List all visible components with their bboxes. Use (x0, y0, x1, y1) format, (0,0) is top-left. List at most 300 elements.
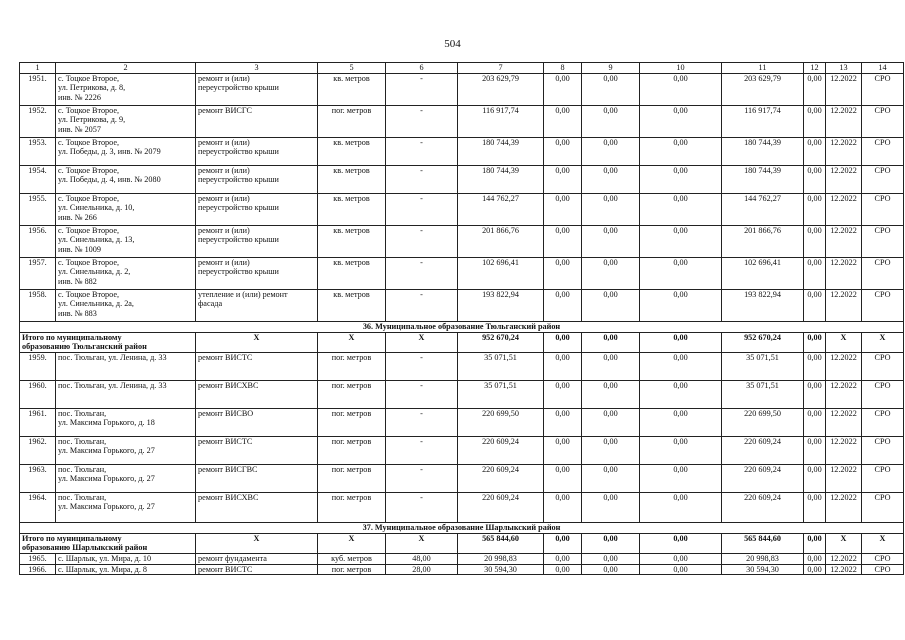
table-row (20, 225, 904, 257)
work-type-cell (196, 257, 318, 289)
total-label-line: образованию Шарлыкский район (22, 543, 148, 553)
budget-cell: 0,00 (582, 105, 640, 137)
address-cell-line: ул. Синельника, д. 2а, (58, 299, 134, 309)
quantity-cell: - (386, 492, 458, 522)
work-type-cell-line: ремонт и (или) (198, 165, 250, 175)
column-header: 6 (386, 63, 458, 74)
method-cell: СРО (862, 352, 904, 380)
address-cell-line: пос. Тюльган, (58, 408, 107, 418)
other-funds-cell: 0,00 (804, 553, 826, 564)
address-cell-line: инв. № 882 (58, 276, 97, 286)
unit-cell: пог. метров (318, 408, 386, 436)
deadline-cell: 12.2022 (826, 165, 862, 193)
total-row (20, 533, 904, 553)
table-row (20, 165, 904, 193)
address-cell (56, 352, 196, 380)
address-cell (56, 408, 196, 436)
quantity-cell: - (386, 464, 458, 492)
address-cell-line: с. Тоцкое Второе, (58, 257, 120, 267)
fund-cell: 0,00 (544, 257, 582, 289)
table-row (20, 553, 904, 564)
work-type-cell-line: фасада (198, 299, 223, 309)
total-c3-cell: Х (196, 533, 318, 553)
address-cell (56, 165, 196, 193)
page-number: 504 (444, 38, 461, 50)
budget-cell: 0,00 (582, 165, 640, 193)
budget-cell: 0,00 (582, 137, 640, 165)
local-budget-cell: 0,00 (640, 193, 722, 225)
total-cost-cell: 220 609,24 (458, 492, 544, 522)
local-budget-cell: 0,00 (640, 289, 722, 321)
address-cell (56, 257, 196, 289)
other-funds-cell: 0,00 (804, 137, 826, 165)
owners-funds-cell: 102 696,41 (722, 257, 804, 289)
owners-funds-cell: 144 762,27 (722, 193, 804, 225)
deadline-cell: 12.2022 (826, 492, 862, 522)
table-row (20, 193, 904, 225)
local-budget-cell: 0,00 (640, 436, 722, 464)
other-funds-cell: 0,00 (804, 408, 826, 436)
budget-cell: 0,00 (582, 257, 640, 289)
unit-cell: пог. метров (318, 380, 386, 408)
address-cell-line: с. Тоцкое Второе, (58, 73, 120, 83)
work-type-cell-line: переустройство крыши (198, 267, 279, 277)
unit-cell: пог. метров (318, 492, 386, 522)
method-cell: СРО (862, 464, 904, 492)
other-funds-cell: 0,00 (804, 436, 826, 464)
owners-funds-cell: 201 866,76 (722, 225, 804, 257)
row-number-cell: 1960. (20, 380, 56, 408)
address-cell (56, 73, 196, 105)
total-c11-cell: 565 844,60 (722, 533, 804, 553)
method-cell: СРО (862, 408, 904, 436)
row-number-cell: 1954. (20, 165, 56, 193)
fund-cell: 0,00 (544, 553, 582, 564)
address-cell-line: с. Тоцкое Второе, (58, 165, 120, 175)
address-cell-line: пос. Тюльган, ул. Ленина, д. 33 (58, 380, 167, 390)
budget-cell: 0,00 (582, 564, 640, 575)
address-cell-line: ул. Синельника, д. 10, (58, 203, 135, 213)
section-title: 37. Муниципальное образование Шарлыкский район (20, 522, 904, 533)
column-header: 11 (722, 63, 804, 74)
row-number-cell: 1955. (20, 193, 56, 225)
budget-cell: 0,00 (582, 225, 640, 257)
total-cost-cell: 102 696,41 (458, 257, 544, 289)
work-type-cell (196, 352, 318, 380)
method-cell: СРО (862, 193, 904, 225)
row-number-cell: 1952. (20, 105, 56, 137)
work-type-cell (196, 165, 318, 193)
deadline-cell: 12.2022 (826, 137, 862, 165)
column-number-header (20, 63, 904, 74)
total-c12-cell: 0,00 (804, 533, 826, 553)
row-number-cell: 1966. (20, 564, 56, 575)
address-cell-line: с. Тоцкое Второе, (58, 105, 120, 115)
method-cell: СРО (862, 105, 904, 137)
work-type-cell-line: переустройство крыши (198, 175, 279, 185)
owners-funds-cell: 193 822,94 (722, 289, 804, 321)
column-header: 12 (804, 63, 826, 74)
local-budget-cell: 0,00 (640, 380, 722, 408)
fund-cell: 0,00 (544, 380, 582, 408)
row-number-cell: 1951. (20, 73, 56, 105)
address-cell-line: ул. Максима Горького, д. 27 (58, 446, 155, 456)
deadline-cell: 12.2022 (826, 352, 862, 380)
work-type-cell-line: утепление и (или) ремонт (198, 289, 288, 299)
fund-cell: 0,00 (544, 408, 582, 436)
owners-funds-cell: 220 609,24 (722, 492, 804, 522)
deadline-cell: 12.2022 (826, 553, 862, 564)
unit-cell: кв. метров (318, 289, 386, 321)
work-type-cell (196, 225, 318, 257)
budget-cell: 0,00 (582, 289, 640, 321)
method-cell: СРО (862, 380, 904, 408)
owners-funds-cell: 30 594,30 (722, 564, 804, 575)
address-cell-line: с. Тоцкое Второе, (58, 193, 120, 203)
work-type-cell (196, 408, 318, 436)
unit-cell: кв. метров (318, 225, 386, 257)
total-c7-cell: 952 670,24 (458, 332, 544, 352)
row-number-cell: 1963. (20, 464, 56, 492)
unit-cell: кв. метров (318, 137, 386, 165)
local-budget-cell: 0,00 (640, 257, 722, 289)
total-label-line: образованию Тюльганский район (22, 342, 147, 352)
quantity-cell: - (386, 137, 458, 165)
deadline-cell: 12.2022 (826, 105, 862, 137)
address-cell-line: ул. Победы, д. 4, инв. № 2080 (58, 175, 161, 185)
quantity-cell: - (386, 73, 458, 105)
owners-funds-cell: 220 609,24 (722, 436, 804, 464)
total-cost-cell: 180 744,39 (458, 165, 544, 193)
table-row (20, 464, 904, 492)
table-row (20, 257, 904, 289)
owners-funds-cell: 203 629,79 (722, 73, 804, 105)
unit-cell: пог. метров (318, 564, 386, 575)
address-cell-line: пос. Тюльган, (58, 464, 107, 474)
unit-cell: кв. метров (318, 257, 386, 289)
local-budget-cell: 0,00 (640, 352, 722, 380)
deadline-cell: 12.2022 (826, 73, 862, 105)
total-c11-cell: 952 670,24 (722, 332, 804, 352)
work-type-cell (196, 380, 318, 408)
budget-cell: 0,00 (582, 73, 640, 105)
total-cost-cell: 220 609,24 (458, 436, 544, 464)
owners-funds-cell: 180 744,39 (722, 165, 804, 193)
fund-cell: 0,00 (544, 225, 582, 257)
local-budget-cell: 0,00 (640, 408, 722, 436)
quantity-cell: 48,00 (386, 553, 458, 564)
work-type-cell-line: ремонт ВИСВО (198, 408, 254, 418)
total-c10-cell: 0,00 (640, 533, 722, 553)
work-type-cell (196, 73, 318, 105)
address-cell-line: ул. Максима Горького, д. 27 (58, 474, 155, 484)
fund-cell: 0,00 (544, 193, 582, 225)
other-funds-cell: 0,00 (804, 225, 826, 257)
address-cell-line: инв. № 2226 (58, 92, 101, 102)
address-cell (56, 436, 196, 464)
address-cell (56, 105, 196, 137)
other-funds-cell: 0,00 (804, 73, 826, 105)
address-cell-line: с. Тоцкое Второе, (58, 225, 120, 235)
total-label (20, 533, 196, 553)
quantity-cell: - (386, 105, 458, 137)
total-c5-cell: Х (318, 533, 386, 553)
fund-cell: 0,00 (544, 137, 582, 165)
other-funds-cell: 0,00 (804, 105, 826, 137)
work-type-cell-line: ремонт ВИСТС (198, 436, 253, 446)
row-number-cell: 1953. (20, 137, 56, 165)
table-row (20, 492, 904, 522)
total-c7-cell: 565 844,60 (458, 533, 544, 553)
work-type-cell-line: переустройство крыши (198, 203, 279, 213)
column-header: 13 (826, 63, 862, 74)
section-title: 36. Муниципальное образование Тюльганский район (20, 321, 904, 332)
method-cell: СРО (862, 289, 904, 321)
quantity-cell: - (386, 165, 458, 193)
unit-cell: пог. метров (318, 352, 386, 380)
quantity-cell: - (386, 225, 458, 257)
work-type-cell-line: ремонт фундамента (198, 553, 267, 563)
deadline-cell: 12.2022 (826, 257, 862, 289)
total-c5-cell: Х (318, 332, 386, 352)
work-type-cell (196, 553, 318, 564)
unit-cell: кв. метров (318, 73, 386, 105)
total-cost-cell: 201 866,76 (458, 225, 544, 257)
column-header: 3 (196, 63, 318, 74)
local-budget-cell: 0,00 (640, 492, 722, 522)
deadline-cell: 12.2022 (826, 193, 862, 225)
fund-cell: 0,00 (544, 492, 582, 522)
address-cell-line: пос. Тюльган, ул. Ленина, д. 33 (58, 352, 167, 362)
deadline-cell: 12.2022 (826, 464, 862, 492)
work-type-cell-line: ремонт ВИСГС (198, 105, 252, 115)
fund-cell: 0,00 (544, 352, 582, 380)
budget-cell: 0,00 (582, 408, 640, 436)
work-type-cell-line: ремонт и (или) (198, 193, 250, 203)
owners-funds-cell: 220 609,24 (722, 464, 804, 492)
total-cost-cell: 35 071,51 (458, 380, 544, 408)
local-budget-cell: 0,00 (640, 464, 722, 492)
column-header: 14 (862, 63, 904, 74)
fund-cell: 0,00 (544, 105, 582, 137)
unit-cell: кв. метров (318, 165, 386, 193)
address-cell-line: инв. № 883 (58, 308, 97, 318)
total-cost-cell: 35 071,51 (458, 352, 544, 380)
local-budget-cell: 0,00 (640, 553, 722, 564)
table-row (20, 436, 904, 464)
total-c10-cell: 0,00 (640, 332, 722, 352)
column-header: 2 (56, 63, 196, 74)
address-cell (56, 380, 196, 408)
method-cell: СРО (862, 73, 904, 105)
budget-cell: 0,00 (582, 553, 640, 564)
work-type-cell-line: переустройство крыши (198, 83, 279, 93)
unit-cell: кв. метров (318, 193, 386, 225)
table-row (20, 73, 904, 105)
total-cost-cell: 144 762,27 (458, 193, 544, 225)
row-number-cell: 1965. (20, 553, 56, 564)
total-cost-cell: 116 917,74 (458, 105, 544, 137)
row-number-cell: 1957. (20, 257, 56, 289)
other-funds-cell: 0,00 (804, 289, 826, 321)
total-c13-cell: Х (826, 533, 862, 553)
total-c6-cell: Х (386, 533, 458, 553)
address-cell-line: с. Шарлык, ул. Мира, д. 8 (58, 564, 148, 574)
quantity-cell: - (386, 193, 458, 225)
work-type-cell (196, 464, 318, 492)
total-c13-cell: Х (826, 332, 862, 352)
table-row (20, 380, 904, 408)
quantity-cell: - (386, 257, 458, 289)
local-budget-cell: 0,00 (640, 165, 722, 193)
table-row (20, 289, 904, 321)
work-type-cell (196, 564, 318, 575)
budget-cell: 0,00 (582, 464, 640, 492)
address-cell (56, 553, 196, 564)
budget-cell: 0,00 (582, 492, 640, 522)
method-cell: СРО (862, 257, 904, 289)
table-row (20, 564, 904, 575)
other-funds-cell: 0,00 (804, 380, 826, 408)
column-header: 7 (458, 63, 544, 74)
address-cell-line: с. Шарлык, ул. Мира, д. 10 (58, 553, 152, 563)
other-funds-cell: 0,00 (804, 257, 826, 289)
address-cell (56, 193, 196, 225)
work-type-cell-line: ремонт ВИСТС (198, 352, 253, 362)
address-cell (56, 137, 196, 165)
section-row (20, 321, 904, 332)
total-c3-cell: Х (196, 332, 318, 352)
quantity-cell: - (386, 436, 458, 464)
total-cost-cell: 220 699,50 (458, 408, 544, 436)
quantity-cell: - (386, 352, 458, 380)
owners-funds-cell: 180 744,39 (722, 137, 804, 165)
row-number-cell: 1958. (20, 289, 56, 321)
fund-cell: 0,00 (544, 73, 582, 105)
column-header: 5 (318, 63, 386, 74)
address-cell-line: ул. Максима Горького, д. 27 (58, 502, 155, 512)
address-cell (56, 225, 196, 257)
address-cell (56, 464, 196, 492)
work-type-cell-line: ремонт ВИСХВС (198, 492, 259, 502)
work-type-cell (196, 289, 318, 321)
total-c8-cell: 0,00 (544, 533, 582, 553)
register-table (19, 62, 904, 575)
fund-cell: 0,00 (544, 289, 582, 321)
total-row (20, 332, 904, 352)
address-cell-line: пос. Тюльган, (58, 492, 107, 502)
address-cell-line: инв. № 2057 (58, 124, 101, 134)
local-budget-cell: 0,00 (640, 105, 722, 137)
budget-cell: 0,00 (582, 380, 640, 408)
total-cost-cell: 220 609,24 (458, 464, 544, 492)
address-cell-line: пос. Тюльган, (58, 436, 107, 446)
table-row (20, 408, 904, 436)
other-funds-cell: 0,00 (804, 165, 826, 193)
other-funds-cell: 0,00 (804, 352, 826, 380)
budget-cell: 0,00 (582, 193, 640, 225)
row-number-cell: 1964. (20, 492, 56, 522)
work-type-cell-line: ремонт и (или) (198, 137, 250, 147)
owners-funds-cell: 220 699,50 (722, 408, 804, 436)
other-funds-cell: 0,00 (804, 193, 826, 225)
deadline-cell: 12.2022 (826, 564, 862, 575)
total-c14-cell: Х (862, 332, 904, 352)
column-header: 8 (544, 63, 582, 74)
address-cell-line: с. Тоцкое Второе, (58, 289, 120, 299)
local-budget-cell: 0,00 (640, 225, 722, 257)
deadline-cell: 12.2022 (826, 408, 862, 436)
address-cell-line: ул. Победы, д. 3, инв. № 2079 (58, 147, 161, 157)
section-row (20, 522, 904, 533)
quantity-cell: - (386, 380, 458, 408)
other-funds-cell: 0,00 (804, 464, 826, 492)
address-cell (56, 492, 196, 522)
row-number-cell: 1959. (20, 352, 56, 380)
budget-cell: 0,00 (582, 436, 640, 464)
work-type-cell (196, 436, 318, 464)
column-header: 1 (20, 63, 56, 74)
address-cell (56, 564, 196, 575)
work-type-cell-line: переустройство крыши (198, 147, 279, 157)
owners-funds-cell: 35 071,51 (722, 352, 804, 380)
total-c6-cell: Х (386, 332, 458, 352)
total-cost-cell: 30 594,30 (458, 564, 544, 575)
work-type-cell (196, 193, 318, 225)
method-cell: СРО (862, 225, 904, 257)
budget-cell: 0,00 (582, 352, 640, 380)
work-type-cell-line: ремонт и (или) (198, 225, 250, 235)
total-cost-cell: 203 629,79 (458, 73, 544, 105)
method-cell: СРО (862, 553, 904, 564)
address-cell-line: ул. Петрикова, д. 9, (58, 115, 126, 125)
fund-cell: 0,00 (544, 464, 582, 492)
row-number-cell: 1961. (20, 408, 56, 436)
work-type-cell-line: ремонт и (или) (198, 73, 250, 83)
quantity-cell: 28,00 (386, 564, 458, 575)
total-cost-cell: 193 822,94 (458, 289, 544, 321)
method-cell: СРО (862, 564, 904, 575)
total-cost-cell: 20 998,83 (458, 553, 544, 564)
table-row (20, 137, 904, 165)
address-cell-line: инв. № 266 (58, 212, 97, 222)
fund-cell: 0,00 (544, 564, 582, 575)
other-funds-cell: 0,00 (804, 492, 826, 522)
total-label (20, 332, 196, 352)
work-type-cell (196, 492, 318, 522)
other-funds-cell: 0,00 (804, 564, 826, 575)
fund-cell: 0,00 (544, 436, 582, 464)
work-type-cell-line: ремонт ВИСХВС (198, 380, 259, 390)
total-c14-cell: Х (862, 533, 904, 553)
local-budget-cell: 0,00 (640, 73, 722, 105)
column-header: 10 (640, 63, 722, 74)
owners-funds-cell: 20 998,83 (722, 553, 804, 564)
total-c9-cell: 0,00 (582, 332, 640, 352)
total-label-line: Итого по муниципальному (22, 533, 122, 543)
address-cell-line: ул. Петрикова, д. 8, (58, 83, 126, 93)
work-type-cell-line: ремонт и (или) (198, 257, 250, 267)
row-number-cell: 1962. (20, 436, 56, 464)
total-label-line: Итого по муниципальному (22, 332, 122, 342)
row-number-cell: 1956. (20, 225, 56, 257)
unit-cell: пог. метров (318, 105, 386, 137)
local-budget-cell: 0,00 (640, 564, 722, 575)
unit-cell: пог. метров (318, 436, 386, 464)
unit-cell: пог. метров (318, 464, 386, 492)
method-cell: СРО (862, 436, 904, 464)
address-cell-line: ул. Максима Горького, д. 18 (58, 418, 155, 428)
